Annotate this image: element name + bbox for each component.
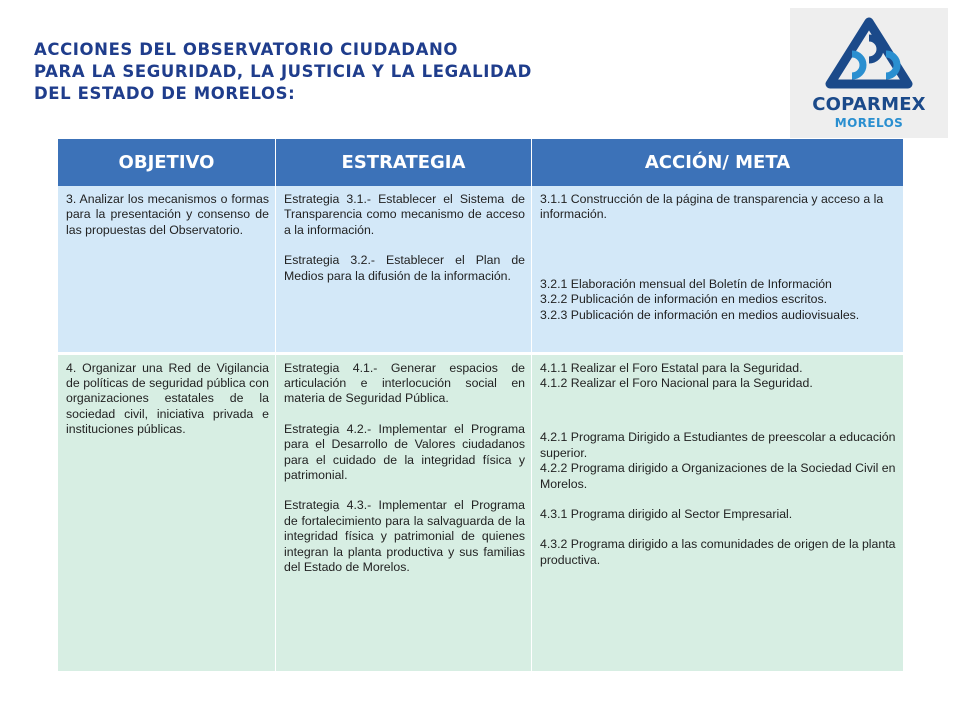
coparmex-emblem-icon xyxy=(790,8,948,98)
logo-sub-text: MORELOS xyxy=(834,116,904,130)
accion-text: 4.2.2 Programa dirigido a Organizaciones de la Sociedad Civil en Morelos. xyxy=(540,461,896,491)
objetivo-text: 4. Organizar una Red de Vigilancia de políticas de seguridad pública con organizaciones estatales de la sociedad civil, iniciativa privada e instituciones públicas. xyxy=(66,360,269,437)
accion-text: 4.3.2 Programa dirigido a las comunidades de origen de la planta productiva. xyxy=(540,537,896,567)
accion-text: 3.2.3 Publicación de información en medios audiovisuales. xyxy=(540,307,860,322)
objetivo-cell xyxy=(58,186,276,353)
header-estrategia: ESTRATEGIA xyxy=(276,139,532,186)
table-header-row xyxy=(58,139,904,186)
title-line-2: PARA LA SEGURIDAD, LA JUSTICIA Y LA LEGALIDAD xyxy=(34,62,532,81)
accion-text: 4.1.1 Realizar el Foro Estatal para la Seguridad. xyxy=(540,360,803,375)
coparmex-logo xyxy=(790,8,948,138)
accion-text: 4.1.2 Realizar el Foro Nacional para la Seguridad. xyxy=(540,375,813,390)
logo-brand-text: COPARMEX xyxy=(812,94,926,115)
header-objetivo: OBJETIVO xyxy=(58,139,276,186)
actions-table xyxy=(57,139,904,671)
estrategia-text: Estrategia 3.1.- Establecer el Sistema de Transparencia como mecanismo de acceso a la información. xyxy=(284,192,525,237)
accion-text: 4.2.1 Programa Dirigido a Estudiantes de preescolar a educación superior. xyxy=(540,430,896,460)
accion-cell xyxy=(532,186,904,353)
accion-cell xyxy=(532,353,904,671)
estrategia-text: Estrategia 3.2.- Establecer el Plan de Medios para la difusión de la información. xyxy=(284,253,525,283)
accion-text: 3.2.2 Publicación de información en medios escritos. xyxy=(540,292,828,307)
estrategia-text: Estrategia 4.3.- Implementar el Programa de fortalecimiento para la salvaguarda de la integridad física y patrimonial de quienes integran la planta productiva y sus familias del Estado de Morelos. xyxy=(284,498,525,574)
objetivo-text: 3. Analizar los mecanismos o formas para la presentación y consenso de las propuestas del Observatorio. xyxy=(66,192,269,237)
header-accion-meta: ACCIÓN/ META xyxy=(532,139,904,186)
accion-text: 3.1.1 Construcción de la página de transparencia y acceso a la información. xyxy=(540,192,884,222)
objetivo-cell xyxy=(58,353,276,671)
estrategia-cell xyxy=(276,353,532,671)
title-line-3: DEL ESTADO DE MORELOS: xyxy=(34,84,296,103)
accion-text: 4.3.1 Programa dirigido al Sector Empresarial. xyxy=(540,506,793,521)
document-title xyxy=(34,39,654,105)
title-line-1: ACCIONES DEL OBSERVATORIO CIUDADANO xyxy=(34,40,459,59)
estrategia-text: Estrategia 4.2.- Implementar el Programa para el Desarrollo de Valores ciudadanos para el cuidado de la integridad física y patrimonial. xyxy=(284,421,525,482)
accion-text: 3.2.1 Elaboración mensual del Boletín de Información xyxy=(540,276,832,291)
estrategia-cell xyxy=(276,186,532,353)
table-row xyxy=(58,186,904,353)
table-row xyxy=(58,353,904,671)
estrategia-text: Estrategia 4.1.- Generar espacios de articulación e interlocución social en materia de Seguridad Pública. xyxy=(284,360,525,406)
